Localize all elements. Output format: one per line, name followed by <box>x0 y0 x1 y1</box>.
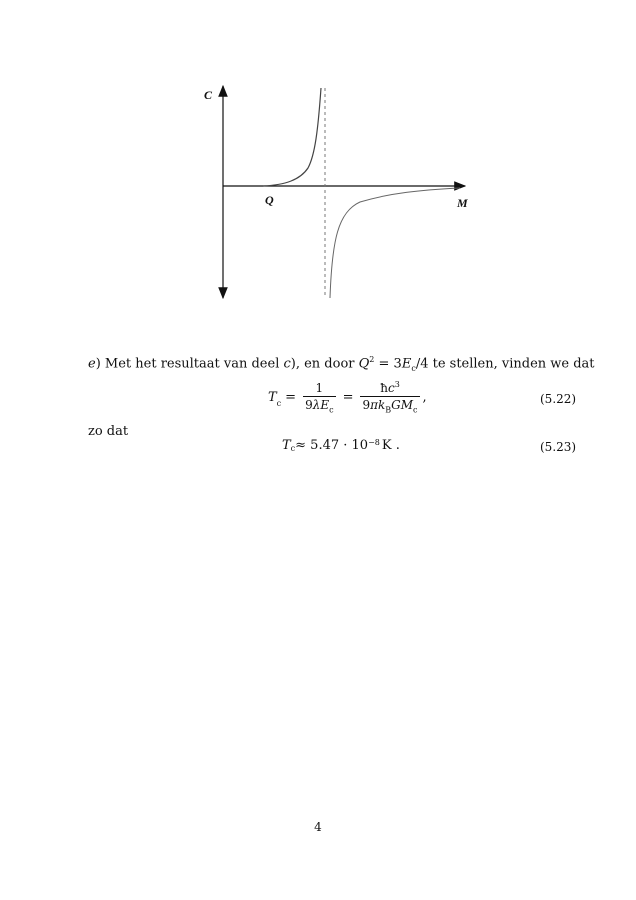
part-ref: c <box>283 356 291 372</box>
equation-comma: , <box>422 389 427 405</box>
k-symbol: k <box>378 398 386 412</box>
exponent: −8 <box>368 438 380 447</box>
e-symbol: E <box>401 356 412 372</box>
fraction-1 <box>303 381 336 414</box>
equation-5-23 <box>282 438 400 453</box>
equation-number-5-23: (5.23) <box>540 440 577 454</box>
tc2-symbol: T <box>282 438 291 453</box>
heat-capacity-figure <box>0 0 636 320</box>
page-number: 4 <box>314 820 322 834</box>
den1-sub: c <box>329 404 334 414</box>
curve-left-branch <box>263 88 321 186</box>
k-sub: B <box>385 405 392 415</box>
para-eq: = 3 <box>374 356 402 372</box>
den1-e: E <box>320 397 330 412</box>
tc-sub: c <box>276 399 282 409</box>
gm-sub: c <box>413 405 418 415</box>
hbar-symbol: ħ <box>380 381 388 395</box>
unit-kelvin: K . <box>381 438 400 453</box>
lambda-symbol: λ <box>312 397 321 412</box>
num2-pow: 3 <box>394 380 400 389</box>
curve-right-branch <box>330 188 460 298</box>
point-q-label: Q <box>265 193 274 207</box>
part-marker: e <box>88 356 96 372</box>
fraction-2-numerator <box>378 380 402 396</box>
approx-value: ≈ 5.47 · 10 <box>295 438 369 453</box>
zo-dat-text: zo dat <box>88 424 129 439</box>
q-symbol: Q <box>358 356 370 372</box>
equals-1: = <box>285 389 297 405</box>
den2-prefix: 9 <box>362 398 371 412</box>
tc2-sub: c <box>290 444 296 453</box>
num2-c: c <box>387 381 395 395</box>
para-text-1: ) Met het resultaat van deel <box>95 356 284 372</box>
x-axis-label: M <box>457 196 468 210</box>
tc-symbol: T <box>268 389 277 405</box>
y-axis-label: C <box>204 88 213 102</box>
figure-graphic <box>0 0 636 320</box>
para-text-2: ), en door <box>290 356 359 372</box>
equation-5-22 <box>268 380 427 414</box>
den1-prefix: 9 <box>305 397 313 412</box>
equals-2: = <box>342 389 354 405</box>
paragraph-e <box>88 352 595 377</box>
equation-number-5-22: (5.22) <box>540 392 577 406</box>
para-text-3: /4 te stellen, vinden we dat <box>415 356 595 372</box>
e-sub: c <box>411 363 416 373</box>
fraction-1-denominator <box>303 396 336 414</box>
fraction-1-numerator: 1 <box>315 380 324 395</box>
fraction-2 <box>360 380 419 414</box>
fraction-2-denominator <box>360 396 419 414</box>
pi-symbol: π <box>370 398 378 412</box>
q-power: 2 <box>369 355 375 364</box>
gm-symbol: GM <box>391 398 414 412</box>
